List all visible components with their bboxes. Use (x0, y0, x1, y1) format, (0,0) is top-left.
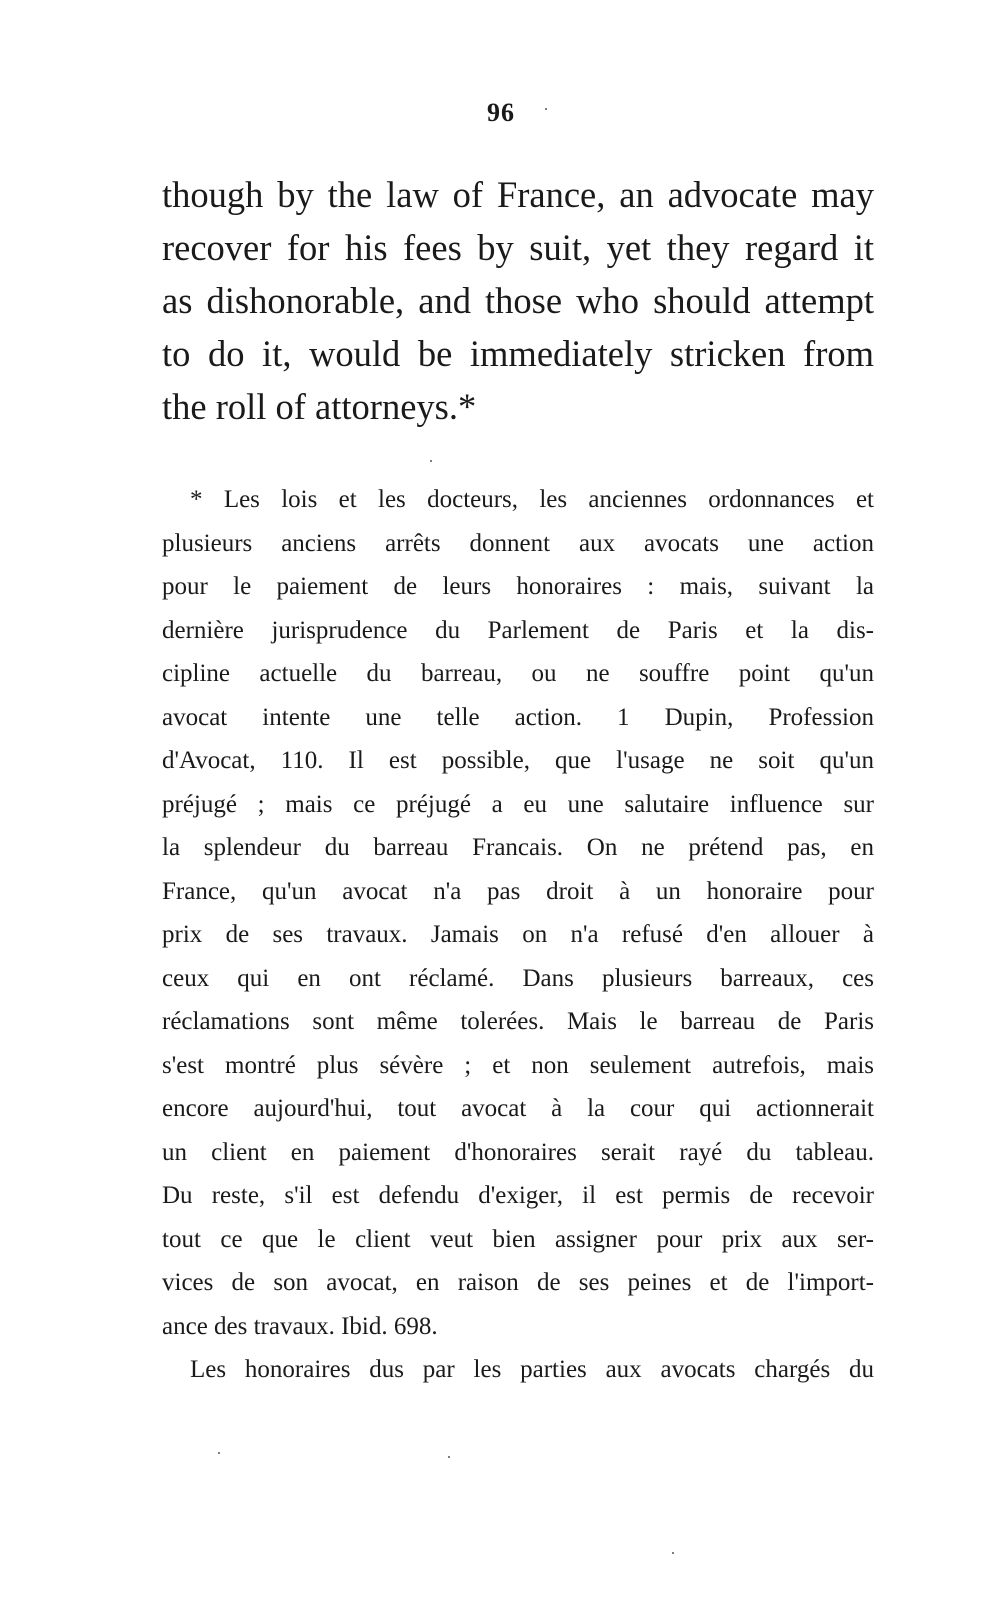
footnote-line: avocat intente une telle action. 1 Dupin, Profession (162, 703, 874, 731)
footnote-line: * Les lois et les docteurs, les anciennes ordonnances et (190, 486, 874, 513)
body-line: though by the law of France, an advocate may (162, 174, 874, 215)
footnote-line: prix de ses travaux. Jamais on n'a refusé d'en allouer à (162, 921, 874, 948)
footnote-line: encore aujourd'hui, tout avocat à la cour qui actionnerait (162, 1095, 874, 1122)
print-speck (672, 1552, 674, 1554)
footnote-line: d'Avocat, 110. Il est possible, que l'usage ne soit qu'un (162, 747, 874, 774)
footnote-line: réclamations sont même tolerées. Mais le barreau de Paris (162, 1008, 874, 1035)
footnote-line: ance des travaux. Ibid. 698. (162, 1312, 438, 1340)
footnote-line: préjugé ; mais ce préjugé a eu une salutaire influence sur (162, 790, 874, 818)
print-speck (545, 108, 547, 110)
footnote-line: tout ce que le client veut bien assigner pour prix aux ser- (162, 1225, 874, 1253)
footnote-line: Les honoraires dus par les parties aux avocats chargés du (190, 1356, 874, 1383)
body-line: recover for his fees by suit, yet they regard it (162, 227, 874, 268)
footnote (162, 478, 874, 1392)
body-line: to do it, would be immediately stricken from (162, 333, 874, 374)
page-number: 96 (487, 98, 515, 127)
print-speck (448, 1456, 450, 1458)
footnote-line: dernière jurisprudence du Parlement de Paris et la dis- (162, 616, 874, 644)
footnote-line: s'est montré plus sévère ; et non seulement autrefois, mais (162, 1051, 874, 1079)
print-speck (218, 1452, 220, 1454)
footnote-line: vices de son avocat, en raison de ses peines et de l'import- (162, 1269, 874, 1296)
footnote-line: plusieurs anciens arrêts donnent aux avocats une action (162, 529, 874, 557)
footnote-line: pour le paiement de leurs honoraires : mais, suivant la (162, 573, 874, 600)
body-line: as dishonorable, and those who should attempt (162, 280, 874, 321)
print-speck (430, 460, 432, 462)
footnote-line: cipline actuelle du barreau, ou ne souffre point qu'un (162, 660, 874, 687)
footnote-line: Du reste, s'il est defendu d'exiger, il est permis de recevoir (162, 1182, 874, 1209)
footnote-line: France, qu'un avocat n'a pas droit à un honoraire pour (162, 877, 874, 905)
footnote-line: un client en paiement d'honoraires serait rayé du tableau. (162, 1138, 874, 1166)
body-paragraph (162, 168, 874, 433)
body-line: the roll of attorneys.* (162, 386, 477, 427)
footnote-line: ceux qui en ont réclamé. Dans plusieurs barreaux, ces (162, 964, 874, 992)
footnote-line: la splendeur du barreau Francais. On ne prétend pas, en (162, 834, 874, 861)
